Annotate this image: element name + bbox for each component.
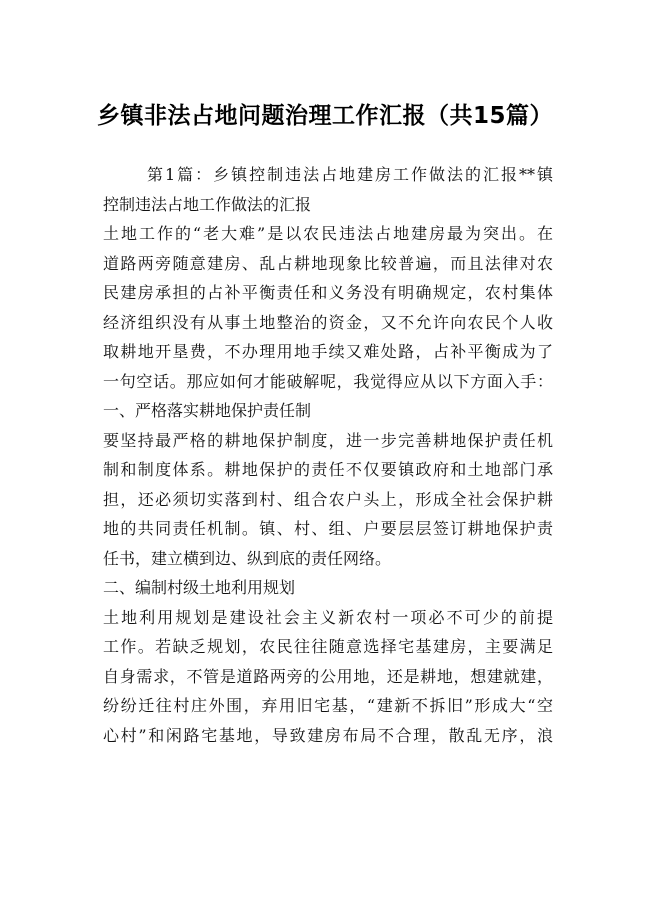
paragraph-line: 土地利用规划是建设社会主义新农村一项必不可少的前提 — [103, 607, 553, 627]
paragraph-line: 心村”和闲路宅基地，导致建房布局不合理，散乱无序，浪 — [103, 725, 553, 745]
document-title: 乡镇非法占地问题治理工作汇报（共15篇） — [96, 103, 553, 129]
paragraph-line: 道路两旁随意建房、乱占耕地现象比较普遍，而且法律对农 — [103, 253, 553, 273]
paragraph-line: 地的共同责任机制。镇、村、组、户要层层签订耕地保护责 — [103, 519, 553, 538]
paragraph-line: 民建房承担的占补平衡责任和义务没有明确规定，农村集体 — [103, 283, 553, 302]
section-heading: 二、编制村级土地利用规划 — [103, 578, 296, 597]
paragraph-line: 要坚持最严格的耕地保护制度，进一步完善耕地保护责任机 — [103, 430, 553, 450]
paragraph-line: 经济组织没有从事土地整治的资金，又不允许向农民个人收 — [103, 312, 553, 332]
paragraph-line: 任书，建立横到边、纵到底的责任网络。 — [103, 548, 392, 568]
paragraph-line: 土地工作的“老大难”是以农民违法占地建房最为突出。在 — [103, 224, 553, 243]
paragraph-line: 担，还必须切实落到村、组合农户头上，形成全社会保护耕 — [103, 489, 553, 509]
paragraph-line: 第1篇：乡镇控制违法占地建房工作做法的汇报**镇 — [147, 165, 553, 184]
paragraph-line: 控制违法占地工作做法的汇报 — [103, 194, 312, 214]
document-body — [103, 160, 553, 750]
paragraph-line: 制和制度体系。耕地保护的责任不仅要镇政府和土地部门承 — [103, 460, 553, 479]
paragraph-line: 取耕地开垦费，不办理用地手续又难处路，占补平衡成为了 — [103, 342, 553, 361]
paragraph-line: 一句空话。那应如何才能破解呢，我觉得应从以下方面入手： — [103, 371, 553, 391]
paragraph-line: 自身需求，不管是道路两旁的公用地，还是耕地，想建就建， — [103, 666, 553, 686]
paragraph-line: 纷纷迁往村庄外围，弃用旧宅基，“建新不拆旧”形成大“空 — [103, 696, 553, 715]
paragraph-line: 工作。若缺乏规划，农民往往随意选择宅基建房，主要满足 — [103, 637, 553, 656]
section-heading: 一、严格落实耕地保护责任制 — [103, 401, 312, 420]
